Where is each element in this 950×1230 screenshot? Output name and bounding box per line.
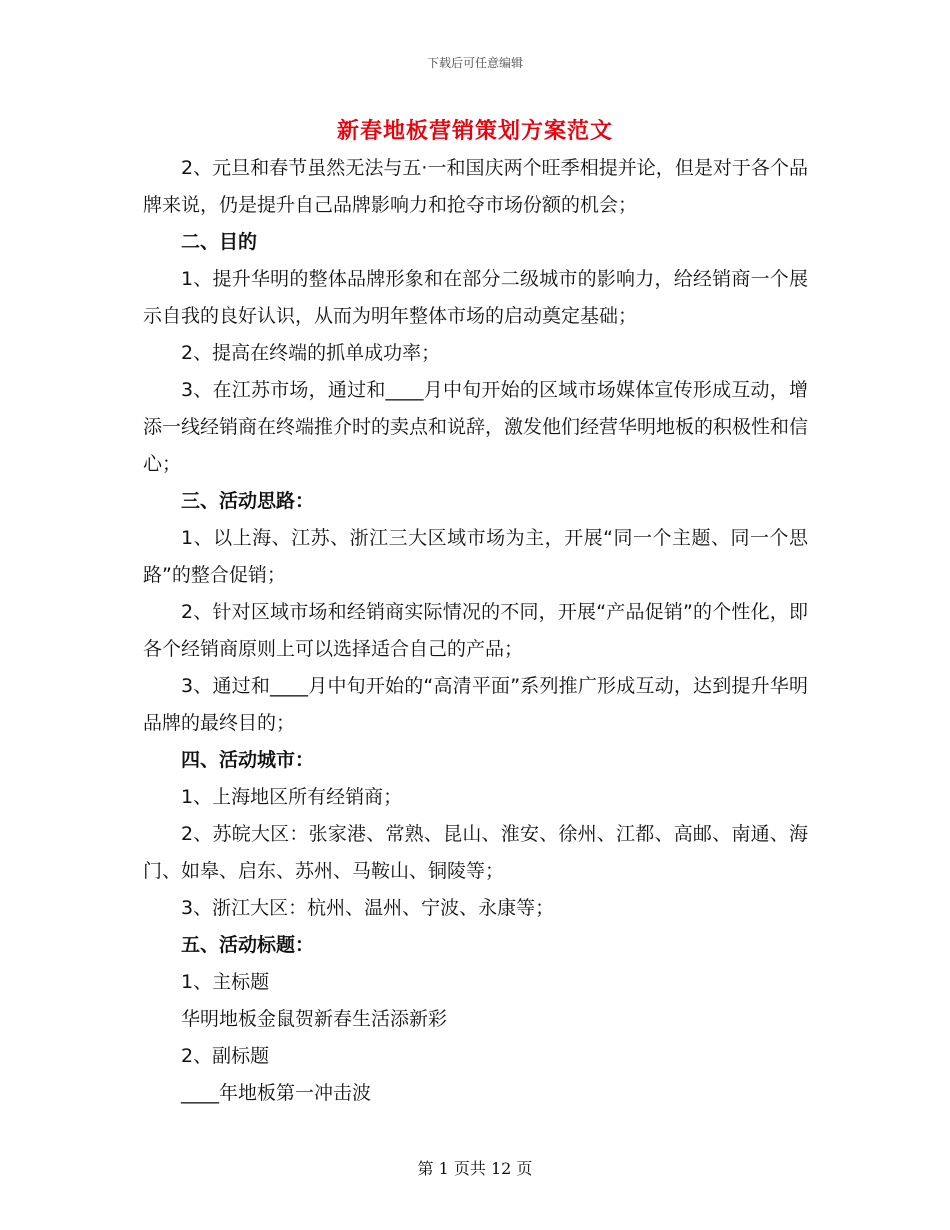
paragraph: 1、提升华明的整体品牌形象和在部分二级城市的影响力，给经销商一个展示自我的良好认识，从而为明年整体市场的启动奠定基础； <box>143 268 808 327</box>
paragraph: 1、上海地区所有经销商； <box>181 786 403 808</box>
paragraph: 1、以上海、江苏、浙江三大区域市场为主，开展“同一个主题、同一个思路”的整合促销； <box>143 527 808 586</box>
document-title: 新春地板营销策划方案范文 <box>336 118 613 144</box>
section-heading: 五、活动标题： <box>181 934 315 956</box>
paragraph: 1、主标题 <box>181 971 270 993</box>
paragraph: 2、提高在终端的抓单成功率； <box>181 342 441 364</box>
paragraph: 2、副标题 <box>181 1045 270 1067</box>
paragraph: 华明地板金鼠贺新春生活添新彩 <box>181 1008 448 1030</box>
section-heading: 三、活动思路： <box>181 490 315 512</box>
page-footer: 第 1 页共 12 页 <box>417 1159 533 1178</box>
document-body <box>143 150 808 1112</box>
paragraph: 2、元旦和春节虽然无法与五·一和国庆两个旺季相提并论，但是对于各个品牌来说，仍是提升自己品牌影响力和抢夺市场份额的机会； <box>143 157 808 216</box>
section-heading: 二、目的 <box>181 231 258 253</box>
page-header: 下载后可任意编辑 <box>426 56 523 70</box>
paragraph: 3、浙江大区：杭州、温州、宁波、永康等； <box>181 897 555 919</box>
paragraph: 2、苏皖大区：张家港、常熟、昆山、淮安、徐州、江都、高邮、南通、海门、如皋、启东、苏州、马鞍山、铜陵等； <box>143 823 808 882</box>
paragraph: 3、在江苏市场，通过和____月中旬开始的区域市场媒体宣传形成互动，增添一线经销商在终端推介时的卖点和说辞，激发他们经营华明地板的积极性和信心； <box>143 379 809 475</box>
paragraph: 3、通过和____月中旬开始的“高清平面”系列推广形成互动，达到提升华明品牌的最终目的； <box>143 675 808 734</box>
section-heading: 四、活动城市： <box>181 749 315 771</box>
paragraph: 2、针对区域市场和经销商实际情况的不同，开展“产品促销”的个性化，即各个经销商原则上可以选择适合自己的产品； <box>143 601 808 660</box>
paragraph: ____年地板第一冲击波 <box>181 1082 372 1104</box>
